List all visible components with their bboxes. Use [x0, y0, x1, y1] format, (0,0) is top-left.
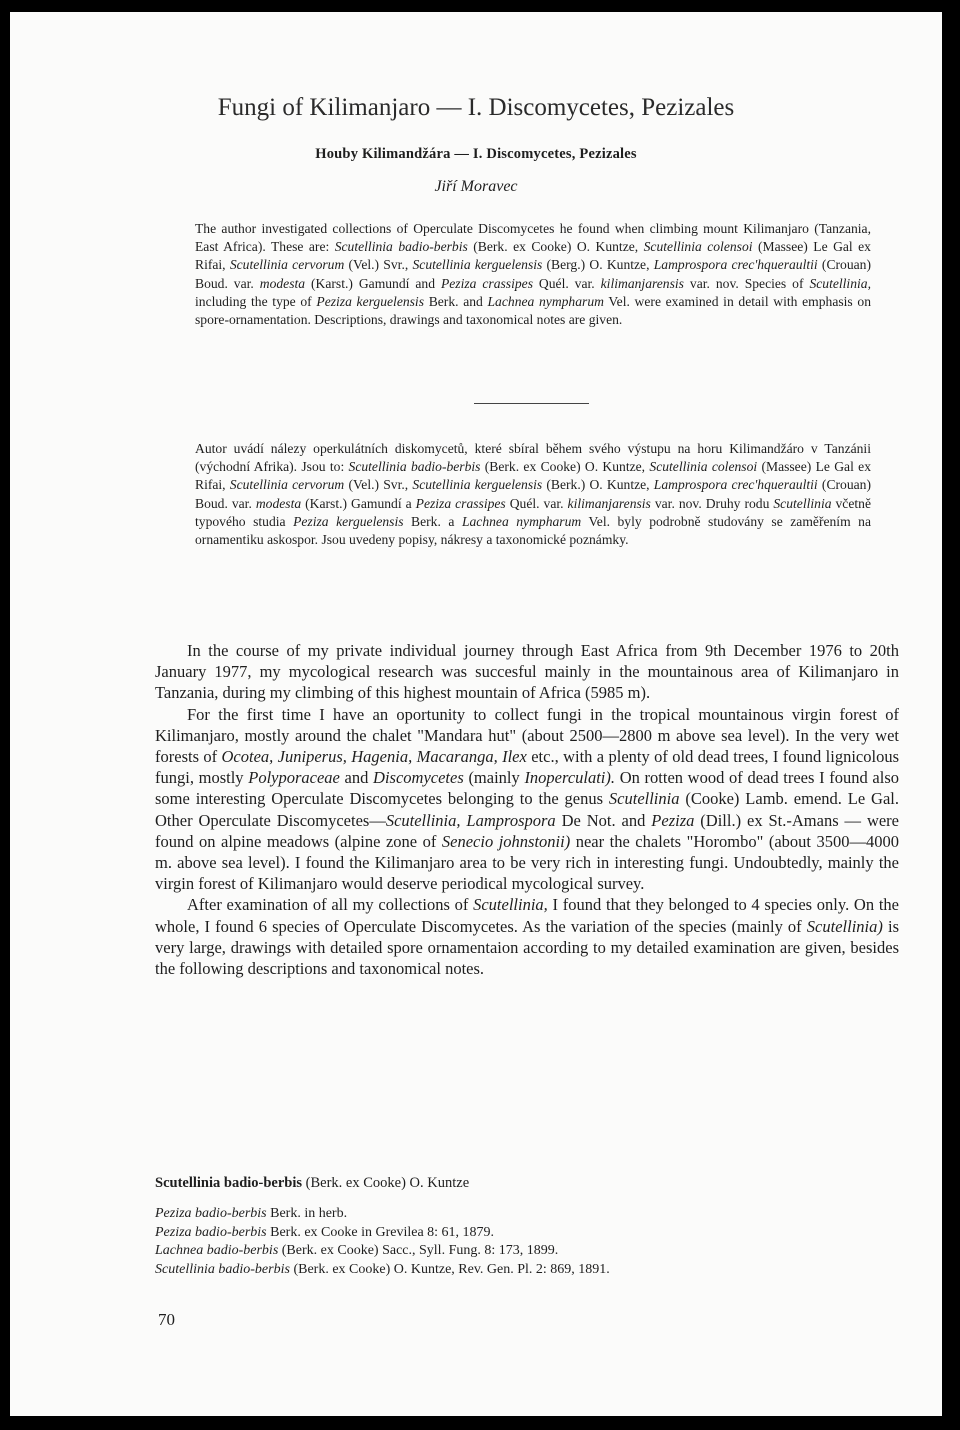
synonym-entry: Peziza badio-berbis Berk. ex Cooke in Grevilea 8: 61, 1879.: [155, 1224, 495, 1240]
journal-page: [10, 12, 942, 1416]
species-heading: Scutellinia badio-berbis (Berk. ex Cooke) O. Kuntze: [155, 1175, 470, 1191]
page-number: 70: [158, 1310, 175, 1329]
synonym-list: [155, 1205, 895, 1279]
body-paragraph-3: After examination of all my collections of Scutellinia, I found that they belonged to 4 species only. On the whole, I found 6 species of Operculate Discomycetes. As the variation of the species (mainly of Scutellinia) is very large, drawings with detailed spore ornamentaion according to my detailed examination are given, besides the following descriptions and taxonomical notes.: [155, 895, 899, 979]
synonym-entry: Scutellinia badio-berbis (Berk. ex Cooke) O. Kuntze, Rev. Gen. Pl. 2: 869, 1891.: [155, 1261, 610, 1277]
article-subtitle-czech: Houby Kilimandžára — I. Discomycetes, Pezizales: [315, 146, 637, 162]
abstract-divider: [474, 403, 589, 404]
main-text: [155, 640, 899, 979]
abstract-english: The author investigated collections of Operculate Discomycetes he found when climbing mount Kilimanjaro (Tanzania, East Africa). These are: Scutellinia badio-berbis (Berk. ex Cooke) O. Kuntze, Scutellinia colensoi (Massee) Le Gal ex Rifai, Scutellinia cervorum (Vel.) Svr., Scutellinia kerguelensis (Berg.) O. Kuntze, Lamprospora crec'hqueraultii (Crouan) Boud. var. modesta (Karst.) Gamundí and Peziza crassipes Quél. var. kilimanjarensis var. nov. Species of Scutellinia, including the type of Peziza kerguelensis Berk. and Lachnea nympharum Vel. were examined in detail with emphasis on spore-ornamentation. Descriptions, drawings and taxonomical notes are given.: [195, 221, 871, 328]
body-paragraph-1: In the course of my private individual journey through East Africa from 9th December 1976 to 20th January 1977, my mycological research was succesful mainly in the mountainous area of Kilimanjaro in Tanzania, during my climbing of this highest mountain of Africa (5985 m).: [155, 641, 899, 703]
article-title: Fungi of Kilimanjaro — I. Discomycetes, Pezizales: [217, 94, 735, 121]
synonym-entry: Lachnea badio-berbis (Berk. ex Cooke) Sacc., Syll. Fung. 8: 173, 1899.: [155, 1243, 559, 1259]
author-name: Jiří Moravec: [434, 178, 518, 195]
abstract-czech: Autor uvádí nálezy operkulátních diskomycetů, které sbíral během svého výstupu na horu Kilimandžáro v Tanzánii (východní Afrika). Jsou to: Scutellinia badio-berbis (Berk. ex Cooke) O. Kuntze, Scutellinia colensoi (Massee) Le Gal ex Rifai, Scutellinia cervorum (Vel.) Svr., Scutellinia kerguelensis (Berk.) O. Kuntze, Lamprospora crec'hqueraultii (Crouan) Boud. var. modesta (Karst.) Gamundí a Peziza crassipes Quél. var. kilimanjarensis var. nov. Druhy rodu Scutellinia včetně typového studia Peziza kerguelensis Berk. a Lachnea nympharum Vel. byly podrobně studovány se zaměřením na ornamentiku askospor. Jsou uvedeny popisy, nákresy a taxonomické poznámky.: [195, 441, 871, 548]
body-paragraph-2: For the first time I have an oportunity to collect fungi in the tropical mountainous virgin forest of Kilimanjaro, mostly around the chalet "Mandara hut" (about 2500—2800 m above sea level). In the very wet forests of Ocotea, Juniperus, Hagenia, Macaranga, Ilex etc., with a plenty of old dead trees, I found lignicolous fungi, mostly Polyporaceae and Discomycetes (mainly Inoperculati). On rotten wood of dead trees I found also some interesting Operculate Discomycetes belonging to the genus Scutellinia (Cooke) Lamb. emend. Le Gal. Other Operculate Discomycetes—Scutellinia, Lamprospora De Not. and Peziza (Dill.) ex St.-Amans — were found on alpine meadows (alpine zone of Senecio johnstonii) near the chalets "Horombo" (about 3500—4000 m. above sea level). I found the Kilimanjaro area to be very rich in interesting fungi. Undoubtedly, mainly the virgin forest of Kilimanjaro would deserve periodical mycological survey.: [155, 704, 900, 894]
synonym-entry: Peziza badio-berbis Berk. in herb.: [155, 1206, 348, 1221]
